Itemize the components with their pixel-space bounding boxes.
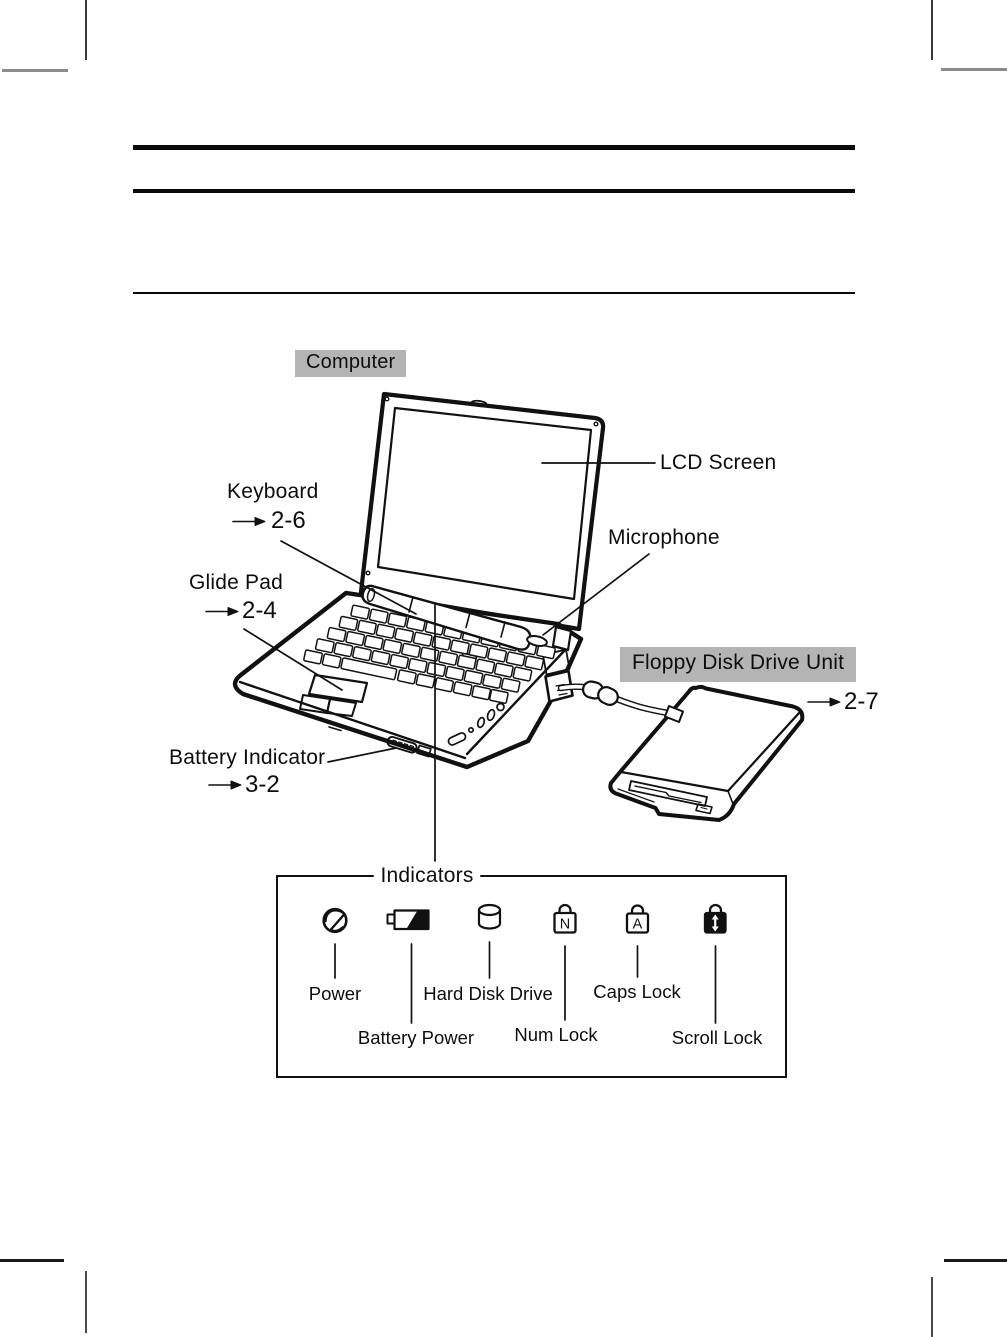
battery-indicator-ref: 3-2 <box>245 771 280 798</box>
indicators-title: Indicators <box>376 864 477 888</box>
battery-indicator-leader <box>328 748 396 762</box>
hinge-bracket <box>553 627 571 650</box>
num-lock-icon <box>555 905 576 933</box>
padlock-arrow-icon <box>705 905 726 933</box>
scroll-lock-label: Scroll Lock <box>671 1027 763 1048</box>
glide-pad-label: Glide Pad <box>189 571 284 594</box>
num-lock-label: Num Lock <box>514 1024 598 1045</box>
num-lock-letter: N <box>559 916 571 933</box>
power-icon <box>324 909 347 932</box>
lcd-screen-label: LCD Screen <box>660 451 777 474</box>
battery-power-label: Battery Power <box>357 1027 475 1048</box>
floppy-disk-drive-unit-label: Floppy Disk Drive Unit <box>620 647 856 682</box>
glide-pad-ref: 2-4 <box>242 597 277 624</box>
computer-label: Computer <box>295 350 406 377</box>
battery-icon <box>388 911 429 930</box>
keyboard-ref: 2-6 <box>271 507 306 534</box>
disk-cylinder-icon <box>479 905 500 929</box>
microphone-label: Microphone <box>608 526 720 549</box>
floppy-ref: 2-7 <box>844 688 879 715</box>
caps-lock-letter: A <box>632 916 643 933</box>
caps-lock-label: Caps Lock <box>593 981 681 1002</box>
caps-lock-icon <box>627 906 648 933</box>
battery-indicator-label: Battery Indicator <box>169 746 326 769</box>
lcd-screen <box>378 408 591 599</box>
hard-disk-drive-label: Hard Disk Drive <box>423 983 553 1004</box>
ferrite-bead <box>581 680 620 708</box>
keyboard-label: Keyboard <box>227 480 319 503</box>
power-label: Power <box>308 983 362 1004</box>
